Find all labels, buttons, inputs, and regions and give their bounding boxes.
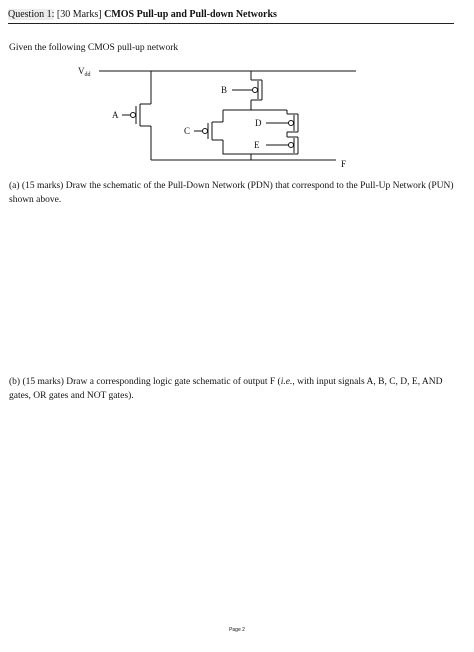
output-f-label: F [341,159,347,169]
part-b-text-start: (b) (15 marks) Draw a corresponding logic gate schematic of output F ( [9,377,281,387]
page-number: Page 2 [229,627,245,633]
transistor-e-bubble [289,143,294,148]
transistor-b-bubble [253,88,258,93]
transistor-c-bubble [203,129,208,134]
input-c-label: C [184,126,191,136]
part-a-question: (a) (15 marks) Draw the schematic of the Pull-Down Network (PDN) that correspond to the Pull-Up Network (PUN) shown above. [9,181,454,205]
question-title: CMOS Pull-up and Pull-down Networks [104,9,277,20]
join-node-wire [223,153,287,154]
question-marks: [30 Marks] [54,9,105,20]
transistor-d-bubble [289,121,294,126]
part-b-italic: i.e. [280,377,293,387]
input-d-label: D [255,118,262,128]
input-e-label: E [254,140,260,150]
input-a-label: A [112,110,119,120]
vdd-label: $V_{dd}$ [78,66,91,78]
transistor-a-bubble [131,113,136,118]
question-label: Question 1: [8,9,55,20]
input-b-label: B [221,85,228,95]
intro-text: Given the following CMOS pull-up network [9,43,179,53]
part-b-text-end: , with input signals A, B, C, D, E, AND gates, OR gates and NOT gates). [9,377,443,401]
part-b-question [9,375,463,403]
